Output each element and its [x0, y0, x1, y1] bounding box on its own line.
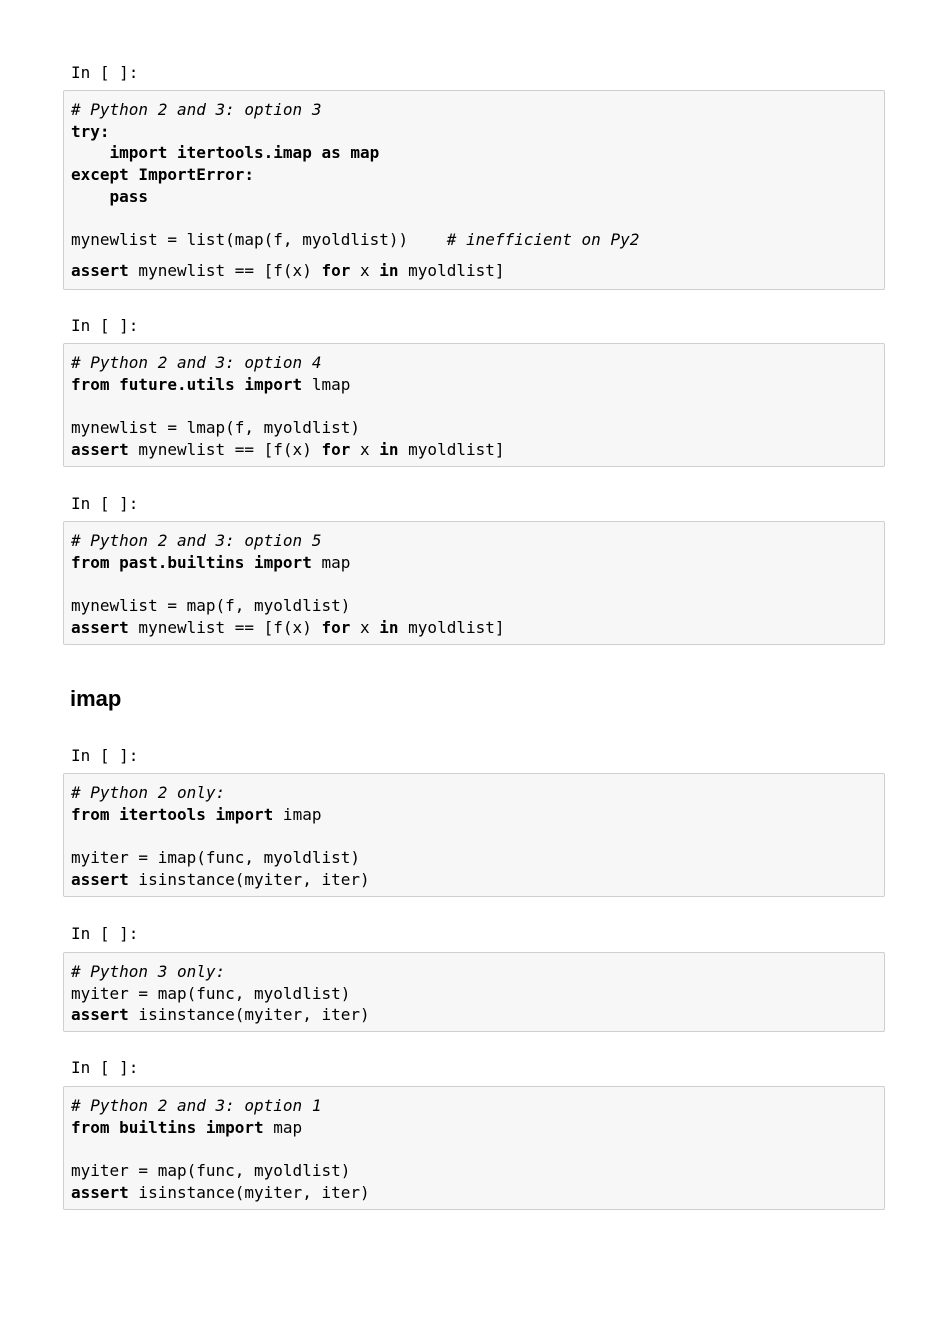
code-keyword: assert	[71, 617, 129, 637]
code-line	[71, 869, 884, 891]
code-cell[interactable]	[63, 90, 885, 290]
code-line	[71, 847, 884, 869]
code-text: isinstance(myiter, iter)	[128, 1005, 370, 1025]
code-keyword: in	[379, 617, 399, 637]
code-cell[interactable]	[63, 1086, 885, 1210]
code-text: myoldlist]	[398, 617, 505, 637]
code-text: map	[263, 1117, 303, 1137]
code-keyword: from builtins import	[71, 1117, 264, 1137]
code-comment: # Python 2 and 3: option 4	[71, 353, 322, 372]
code-line	[71, 961, 884, 983]
code-text: mynewlist == [f(x)	[128, 439, 322, 459]
code-comment: # Python 2 only:	[71, 783, 226, 802]
code-text: mynewlist = list(map(f, myoldlist))	[71, 230, 447, 250]
code-text: lmap	[302, 374, 351, 394]
code-keyword: for	[321, 617, 351, 637]
code-line	[71, 530, 884, 552]
code-keyword: for	[321, 260, 351, 280]
code-text	[71, 143, 110, 162]
code-keyword: assert	[71, 439, 129, 459]
code-text: myoldlist]	[398, 439, 505, 459]
code-text: x	[350, 617, 380, 637]
code-cell[interactable]	[63, 521, 885, 645]
code-line	[71, 229, 884, 251]
code-keyword: in	[379, 260, 399, 280]
code-line	[71, 1182, 884, 1204]
code-text: myiter = imap(func, myoldlist)	[71, 848, 360, 868]
code-line	[71, 804, 884, 826]
code-text: mynewlist == [f(x)	[128, 260, 322, 280]
code-cell[interactable]	[63, 773, 885, 897]
code-line	[71, 983, 884, 1005]
code-line	[71, 782, 884, 804]
blank-line	[71, 207, 884, 229]
code-line	[71, 260, 884, 282]
code-line	[71, 1160, 884, 1182]
cell-prompt: In [ ]:	[71, 494, 139, 513]
code-keyword: assert	[71, 260, 129, 280]
section-heading: imap	[70, 686, 122, 711]
code-keyword: from future.utils import	[71, 374, 303, 394]
cell-prompt: In [ ]:	[71, 746, 139, 765]
code-text: myoldlist]	[398, 260, 505, 280]
code-line	[71, 439, 884, 461]
code-cell[interactable]	[63, 952, 885, 1032]
code-keyword: import itertools.imap as map	[109, 143, 380, 163]
code-keyword: from past.builtins import	[71, 552, 312, 572]
blank-line	[71, 573, 884, 595]
code-text: myiter = map(func, myoldlist)	[71, 983, 351, 1003]
code-text: imap	[273, 804, 322, 824]
code-text: mynewlist == [f(x)	[128, 617, 322, 637]
code-line	[71, 595, 884, 617]
code-text	[71, 187, 110, 206]
blank-line	[71, 825, 884, 847]
code-line	[71, 121, 884, 143]
code-keyword: pass	[109, 186, 149, 206]
code-keyword: assert	[71, 869, 129, 889]
code-line	[71, 1004, 884, 1026]
code-comment: # Python 3 only:	[71, 962, 226, 981]
blank-line	[71, 395, 884, 417]
code-keyword: from itertools import	[71, 804, 274, 824]
code-line	[71, 417, 884, 439]
code-cell[interactable]	[63, 343, 885, 467]
code-line	[71, 352, 884, 374]
code-line	[71, 374, 884, 396]
code-line	[71, 99, 884, 121]
code-line	[71, 142, 884, 164]
code-keyword: except ImportError:	[71, 165, 255, 185]
code-keyword: for	[321, 439, 351, 459]
code-comment: # Python 2 and 3: option 3	[71, 100, 322, 119]
code-text: x	[350, 439, 380, 459]
code-line	[71, 1095, 884, 1117]
cell-prompt: In [ ]:	[71, 1058, 139, 1077]
code-keyword: try:	[71, 121, 110, 141]
code-line	[71, 1117, 884, 1139]
code-text: isinstance(myiter, iter)	[128, 1182, 370, 1202]
code-text: mynewlist = map(f, myoldlist)	[71, 596, 351, 616]
code-text: x	[350, 260, 380, 280]
code-text: myiter = map(func, myoldlist)	[71, 1161, 351, 1181]
code-line	[71, 186, 884, 208]
code-line	[71, 552, 884, 574]
code-line	[71, 617, 884, 639]
code-text: mynewlist = lmap(f, myoldlist)	[71, 418, 360, 438]
code-keyword: assert	[71, 1005, 129, 1025]
code-text: map	[311, 552, 351, 572]
cell-prompt: In [ ]:	[71, 924, 139, 943]
cell-prompt: In [ ]:	[71, 316, 139, 335]
blank-line	[71, 1138, 884, 1160]
code-text: isinstance(myiter, iter)	[128, 869, 370, 889]
code-comment: # Python 2 and 3: option 1	[71, 1096, 322, 1115]
code-keyword: assert	[71, 1182, 129, 1202]
code-comment: # inefficient on Py2	[446, 230, 640, 250]
code-keyword: in	[379, 439, 399, 459]
code-comment: # Python 2 and 3: option 5	[71, 531, 322, 550]
code-line	[71, 164, 884, 186]
cell-prompt: In [ ]:	[71, 63, 139, 82]
